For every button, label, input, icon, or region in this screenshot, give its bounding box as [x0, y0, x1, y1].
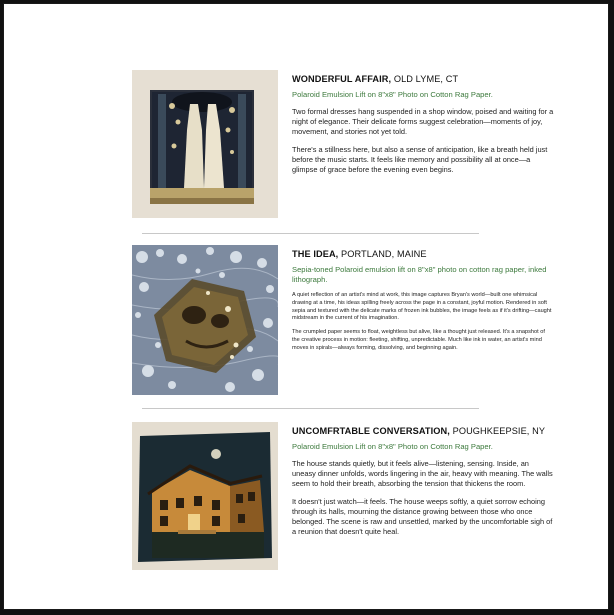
artwork-title-line — [292, 426, 554, 436]
artwork-medium: Polaroid Emulsion Lift on 8"x8" Photo on Cotton Rag Paper. — [292, 90, 493, 99]
artwork-description-2: The crumpled paper seems to float, weightless but alive, like a thought just released. It's a snapshot of the creative process in motion: fleeting, shifting, unpredictable. Much like ink in water, an artist's mind moves in spirals—always forming, dissolving, and beginning again. — [292, 329, 545, 351]
artwork-text — [292, 426, 554, 545]
artwork-description-1: The house stands quietly, but it feels alive—listening, sensing. Inside, an uneasy dinner unfolds, words lingering in the air, heavy with meaning. The walls seem to hold their breath, absorbing the tension that thickens the room. — [292, 459, 553, 488]
artwork-medium: Sepia-toned Polaroid emulsion lift on 8"x8" photo on cotton rag paper, inked lithograph. — [292, 265, 547, 284]
artwork-location: PORTLAND, MAINE — [341, 249, 427, 259]
artwork-description-1: A quiet reflection of an artist's mind at work, this image captures Bryan's world—built one whimsical drawing at a time, his ideas spilling freely across the page in a constant, joyful motion. Rendered in soft sepia and textured with the delicate marks of frozen ink bubbles, the image feels as if it's drifting—caught midstream in the current of his imagination. — [292, 292, 552, 322]
artwork-location: POUGHKEEPSIE, NY — [452, 426, 546, 436]
artwork-image-dresses — [132, 70, 278, 218]
artwork-title: UNCOMFRTABLE CONVERSATION, — [292, 426, 450, 436]
artwork-description-2: There's a stillness here, but also a sense of anticipation, like a breath held just before the music starts. It feels like memory and possibility all at once—a glimpse of grace before the evening even begins. — [292, 145, 548, 174]
artwork-location: OLD LYME, CT — [393, 74, 459, 84]
artwork-image-house — [132, 422, 278, 570]
artwork-title: WONDERFUL AFFAIR, — [292, 74, 392, 84]
catalog-page — [3, 3, 609, 610]
artwork-text — [292, 74, 554, 183]
artwork-image-crumpled-paper — [132, 245, 278, 395]
artwork-description-1: Two formal dresses hang suspended in a shop window, poised and waiting for a night of elegance. Their delicate forms suggest celebration—moments of joy, movement, and stories not yet told. — [292, 107, 554, 136]
artwork-title: THE IDEA, — [292, 249, 339, 259]
artwork-description-2: It doesn't just watch—it feels. The house weeps softly, a quiet sorrow echoing through its halls, mourning the distance growing between those who once belonged. The scene is raw and unsettled, marked by the uncomfortable sigh of a reunion that doesn't quite heal. — [292, 497, 553, 536]
artwork-medium: Polaroid Emulsion Lift on 8"x8" Photo on Cotton Rag Paper. — [292, 442, 493, 451]
divider — [142, 408, 479, 409]
artwork-text — [292, 249, 554, 359]
divider — [142, 233, 479, 234]
artwork-title-line — [292, 74, 554, 84]
artwork-title-line — [292, 249, 554, 259]
